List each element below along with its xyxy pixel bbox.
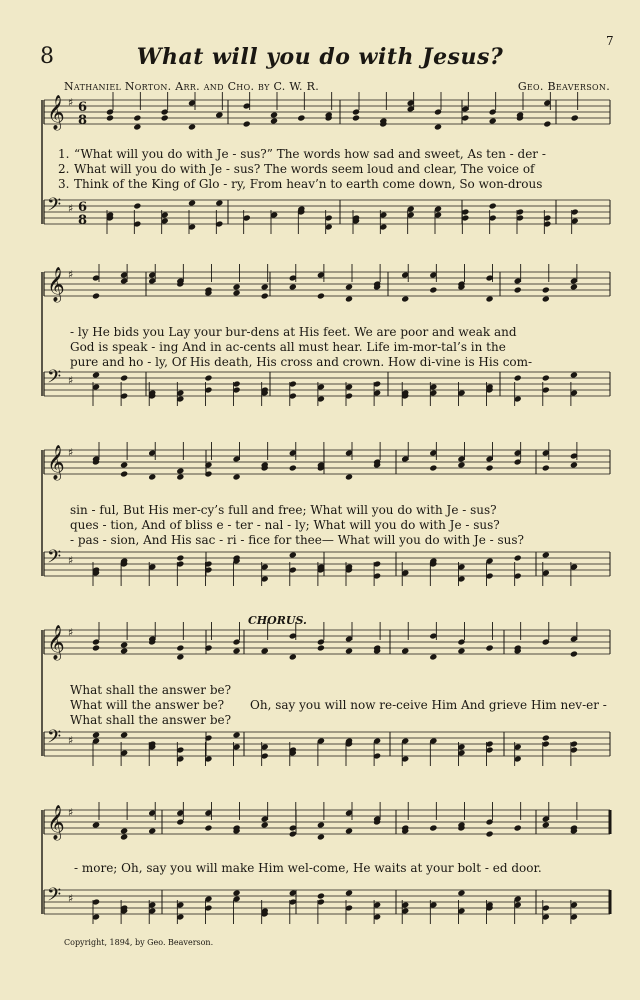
note-head — [176, 473, 184, 480]
time-signature: 6 — [78, 100, 88, 115]
note-head — [542, 464, 550, 471]
note-head — [233, 289, 241, 296]
note-head — [120, 461, 128, 468]
note-head — [261, 647, 269, 654]
verse-3-number: 3. — [58, 177, 70, 191]
verse-1-line-2: - ly He bids you Lay your bur-dens at His feet. We are poor and weak and — [70, 325, 517, 339]
note-head — [317, 644, 325, 651]
note-head — [317, 292, 325, 299]
note-head — [570, 650, 578, 657]
note-head — [570, 371, 578, 378]
note-head — [297, 114, 305, 121]
note-head — [106, 114, 114, 121]
note-head — [429, 286, 437, 293]
note-head — [120, 833, 128, 840]
note-head — [148, 473, 156, 480]
note-head — [188, 123, 196, 130]
sharp-icon: ♯ — [68, 734, 74, 747]
note-head — [345, 827, 353, 834]
note-head — [457, 461, 465, 468]
note-head — [289, 551, 297, 558]
note-head — [345, 647, 353, 654]
note-head — [486, 295, 494, 302]
note-head — [352, 114, 360, 121]
lyricist-arranger-credit: Nathaniel Norton. Arr. and Cho. by C. W. R. — [64, 80, 320, 93]
note-head — [542, 286, 550, 293]
treble-clef-icon: 𝄞 — [47, 267, 65, 302]
composer-credit: Geo. Beaverson. — [517, 80, 610, 93]
note-head — [542, 374, 550, 381]
chorus-line-1: Oh, say you will now re-ceive Him And grieve Him nev-er - — [250, 698, 607, 712]
note-head — [571, 114, 579, 121]
note-head — [542, 551, 550, 558]
bass-clef-icon: 𝄢 — [47, 195, 62, 220]
verse-3-line-1: Think of the King of Glo - ry, From heav’n to earth come down, So won-drous — [74, 177, 543, 191]
sharp-icon: ♯ — [68, 806, 74, 819]
bass-clef-icon: 𝄢 — [47, 727, 62, 752]
note-head — [204, 374, 212, 381]
note-head — [289, 283, 297, 290]
note-head — [215, 199, 223, 206]
note-head — [345, 889, 353, 896]
note-head — [92, 292, 100, 299]
treble-clef-icon: 𝄞 — [47, 95, 65, 130]
note-head — [570, 283, 578, 290]
note-head — [233, 473, 241, 480]
time-signature: 6 — [78, 200, 88, 215]
note-head — [514, 554, 522, 561]
page-number: 8 — [40, 44, 54, 69]
bass-clef-icon: 𝄢 — [47, 367, 62, 392]
verse-3-line-3: - pas - sion, And His sac - ri - fice for thee— What will you do with Je - sus? — [70, 533, 524, 547]
note-head — [489, 202, 497, 209]
refrain-line-1: What shall the answer be? — [70, 683, 232, 697]
note-head — [233, 647, 241, 654]
note-head — [92, 821, 100, 828]
time-signature: 8 — [78, 113, 88, 128]
note-head — [176, 467, 184, 474]
note-head — [120, 647, 128, 654]
note-head — [289, 464, 297, 471]
note-head — [429, 824, 437, 831]
note-head — [204, 824, 212, 831]
note-head — [215, 111, 223, 118]
note-head — [570, 461, 578, 468]
note-head — [434, 123, 442, 130]
verse-1-line-3: sin - ful, But His mer-cy’s full and free; What will you do with Je - sus? — [70, 503, 497, 517]
corner-mark: 7 — [606, 34, 614, 48]
treble-clef-icon: 𝄞 — [47, 625, 65, 660]
note-head — [317, 892, 325, 899]
sharp-icon: ♯ — [68, 268, 74, 281]
note-head — [120, 470, 128, 477]
note-head — [92, 371, 100, 378]
note-head — [133, 202, 141, 209]
sharp-icon: ♯ — [68, 96, 74, 109]
note-head — [401, 295, 409, 302]
note-head — [176, 653, 184, 660]
treble-clef-icon: 𝄞 — [47, 805, 65, 840]
note-head — [261, 821, 269, 828]
note-head — [133, 123, 141, 130]
note-head — [429, 464, 437, 471]
sharp-icon: ♯ — [68, 446, 74, 459]
note-head — [514, 824, 522, 831]
sharp-icon: ♯ — [68, 554, 74, 567]
note-head — [233, 731, 241, 738]
note-head — [489, 117, 497, 124]
note-head — [429, 653, 437, 660]
verse-1-line-1: “What will you do with Je - sus?” The words how sad and sweet, As ten - der - — [74, 147, 546, 161]
sharp-icon: ♯ — [68, 892, 74, 905]
note-head — [486, 464, 494, 471]
note-head — [345, 473, 353, 480]
note-head — [243, 120, 251, 127]
note-head — [270, 117, 278, 124]
note-head — [401, 647, 409, 654]
note-head — [345, 295, 353, 302]
note-head — [486, 644, 494, 651]
note-head — [514, 374, 522, 381]
note-head — [233, 889, 241, 896]
note-head — [176, 644, 184, 651]
verse-2-line-1: What will you do with Je - sus? The words seem loud and clear, The voice of — [74, 162, 535, 176]
note-head — [261, 292, 269, 299]
sharp-icon: ♯ — [68, 202, 74, 215]
note-head — [289, 653, 297, 660]
sharp-icon: ♯ — [68, 626, 74, 639]
note-head — [261, 283, 269, 290]
note-head — [120, 641, 128, 648]
chorus-line-2: - more; Oh, say you will make Him wel-come, He waits at your bolt - ed door. — [74, 861, 542, 875]
note-head — [317, 833, 325, 840]
note-head — [345, 283, 353, 290]
chorus-label: CHORUS. — [248, 614, 307, 627]
note-head — [542, 295, 550, 302]
note-head — [120, 374, 128, 381]
time-signature: 8 — [78, 213, 88, 228]
note-head — [176, 554, 184, 561]
note-head — [92, 644, 100, 651]
verse-2-number: 2. — [58, 162, 70, 176]
note-head — [457, 647, 465, 654]
note-head — [233, 283, 241, 290]
note-head — [161, 114, 169, 121]
bass-clef-icon: 𝄢 — [47, 885, 62, 910]
verse-3-line-2: pure and ho - ly, Of His death, His cross and crown. How di-vine is His com- — [70, 355, 533, 369]
note-head — [148, 827, 156, 834]
note-head — [457, 889, 465, 896]
refrain-line-3: What shall the answer be? — [70, 713, 232, 727]
note-head — [120, 731, 128, 738]
sharp-icon: ♯ — [68, 374, 74, 387]
note-head — [514, 286, 522, 293]
refrain-line-2: What will the answer be? — [70, 698, 225, 712]
treble-clef-icon: 𝄞 — [47, 445, 65, 480]
note-head — [270, 111, 278, 118]
bass-clef-icon: 𝄢 — [47, 547, 62, 572]
copyright-notice: Copyright, 1894, by Geo. Beaverson. — [64, 938, 214, 947]
note-head — [543, 120, 551, 127]
verse-2-line-3: ques - tion, And of bliss e - ter - nal - ly; What will you do with Je - sus? — [70, 518, 500, 532]
note-head — [120, 827, 128, 834]
verse-1-number: 1. — [58, 147, 70, 161]
note-head — [317, 821, 325, 828]
note-head — [542, 734, 550, 741]
hymn-title: What will you do with Jesus? — [136, 44, 504, 70]
note-head — [542, 821, 550, 828]
verse-2-line-2: God is speak - ing And in ac-cents all must hear. Life im-mor-tal’s in the — [70, 340, 506, 354]
note-head — [188, 199, 196, 206]
note-head — [486, 830, 494, 837]
note-head — [133, 114, 141, 121]
note-head — [92, 731, 100, 738]
